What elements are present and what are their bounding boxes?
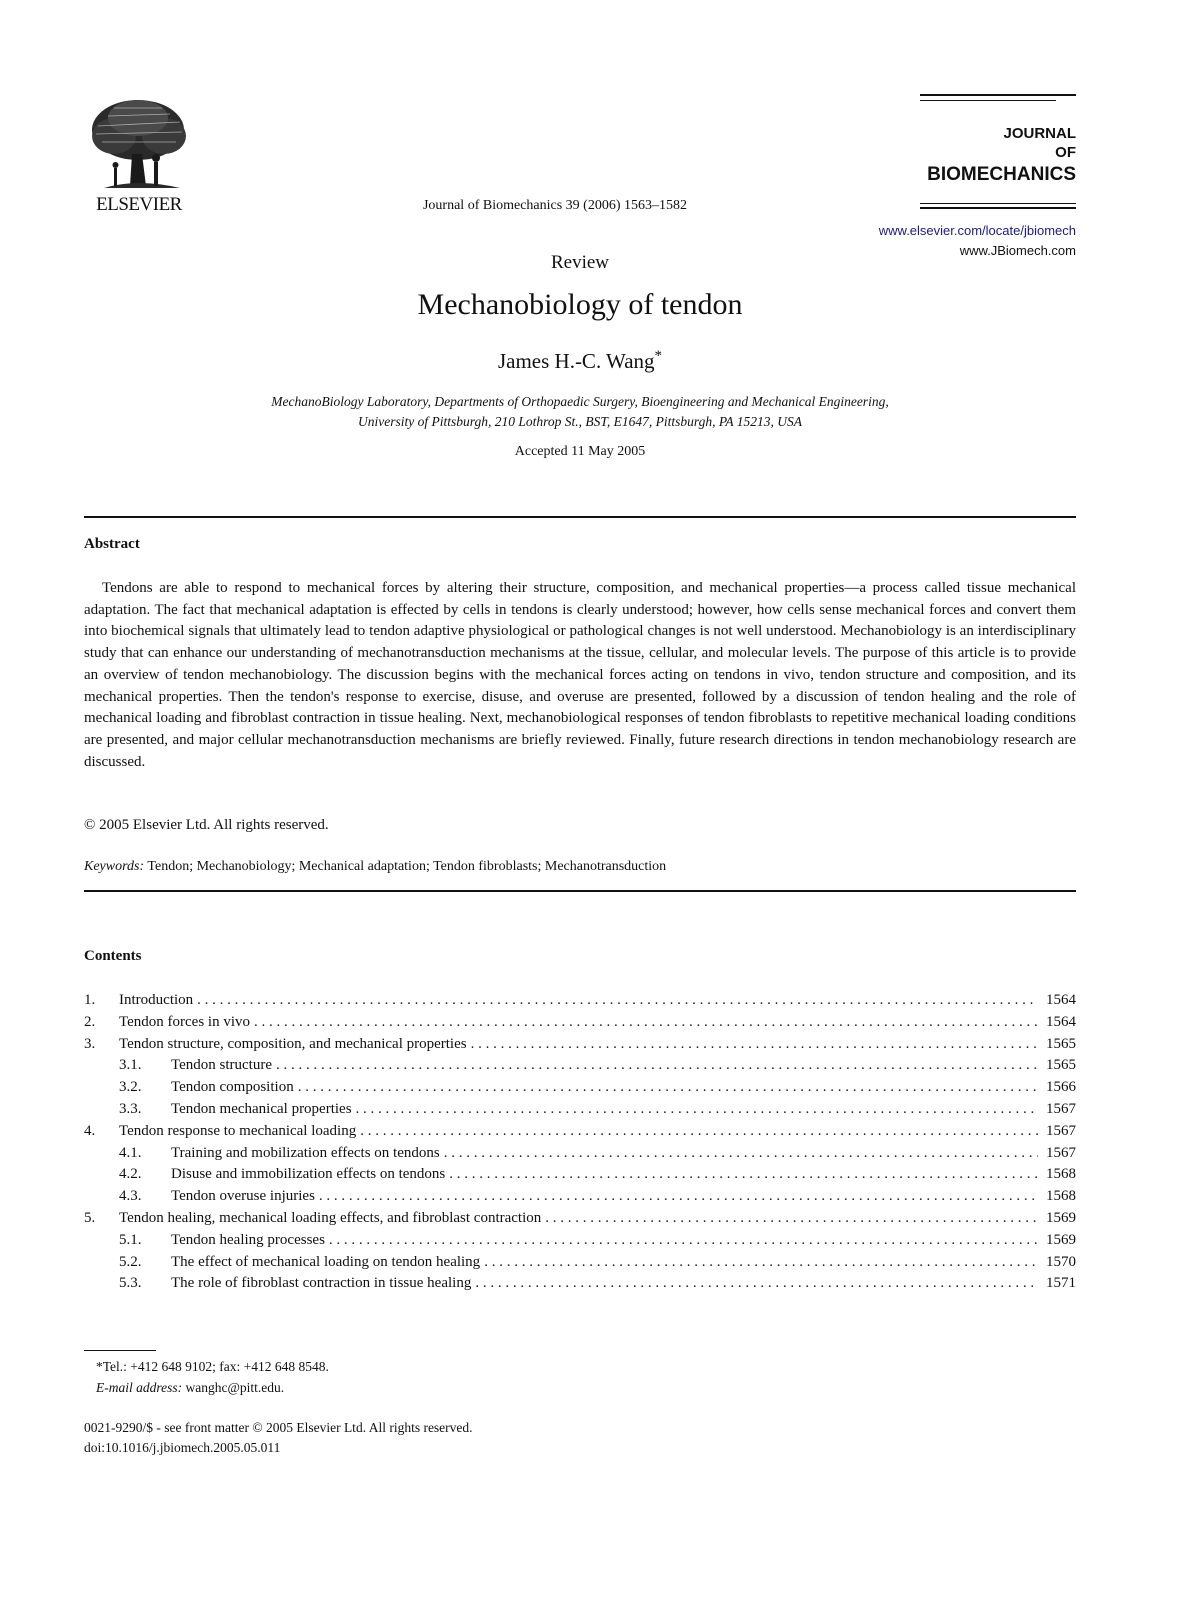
toc-entry[interactable] (84, 1208, 1076, 1230)
journal-brand-line: OF (1055, 144, 1076, 161)
journal-brand-line: JOURNAL (1003, 125, 1076, 142)
toc-entry[interactable] (84, 1252, 1076, 1274)
toc-entry-title: The role of fibroblast contraction in tissue healing (171, 1275, 472, 1292)
accepted-date: Accepted 11 May 2005 (514, 444, 646, 459)
toc-entry[interactable] (84, 990, 1076, 1012)
email-label: E-mail address: (96, 1380, 183, 1395)
front-matter-issn: 0021-9290/$ - see front matter © 2005 Elsevier Ltd. All rights reserved. (84, 1420, 473, 1435)
abstract-copyright: © 2005 Elsevier Ltd. All rights reserved. (84, 817, 329, 833)
footnote-contact: *Tel.: +412 648 9102; fax: +412 648 8548. (96, 1359, 329, 1374)
toc-entry-page: 1569 (1046, 1231, 1076, 1248)
keywords-label: Keywords: (84, 859, 145, 874)
toc-dot-leader (545, 1208, 1038, 1230)
toc-entry-number: 4.1. (119, 1144, 142, 1161)
table-of-contents (84, 990, 1076, 1295)
front-matter-doi[interactable]: doi:10.1016/j.jbiomech.2005.05.011 (84, 1440, 281, 1455)
toc-entry-title: Tendon mechanical properties (171, 1100, 352, 1117)
toc-entry-page: 1567 (1046, 1122, 1076, 1139)
keywords-list: Tendon; Mechanobiology; Mechanical adaptation; Tendon fibroblasts; Mechanotransduction (147, 859, 667, 874)
footnote-rule (84, 1350, 156, 1351)
journal-rule (920, 207, 1076, 209)
toc-entry-title: Tendon structure, composition, and mechanical properties (119, 1035, 467, 1052)
toc-entry-page: 1571 (1046, 1275, 1076, 1292)
toc-entry-number: 3.2. (119, 1079, 142, 1096)
toc-entry-page: 1570 (1046, 1253, 1076, 1270)
toc-entry-page: 1564 (1046, 1013, 1076, 1030)
toc-dot-leader (484, 1252, 1038, 1274)
author (0, 348, 1160, 374)
toc-entry-page: 1569 (1046, 1209, 1076, 1226)
toc-entry-number: 3.1. (119, 1057, 142, 1074)
toc-entry-title: Disuse and immobilization effects on tendons (171, 1166, 446, 1183)
affiliation-line: University of Pittsburgh, 210 Lothrop St., BST, E1647, Pittsburgh, PA 15213, USA (357, 414, 802, 429)
toc-dot-leader (329, 1230, 1038, 1252)
toc-dot-leader (197, 990, 1038, 1012)
journal-link-elsevier[interactable]: www.elsevier.com/locate/jbiomech (878, 223, 1076, 238)
toc-entry-page: 1564 (1046, 992, 1076, 1008)
toc-entry-title: Training and mobilization effects on tendons (171, 1144, 440, 1161)
toc-dot-leader (298, 1077, 1038, 1099)
abstract-heading: Abstract (84, 536, 140, 552)
toc-dot-leader (444, 1143, 1038, 1165)
toc-entry[interactable] (84, 1077, 1076, 1099)
toc-entry-number: 4.2. (119, 1166, 142, 1183)
keywords (84, 859, 666, 875)
journal-rule (920, 100, 1056, 101)
section-rule (84, 890, 1076, 892)
abstract-body: Tendons are able to respond to mechanical forces by altering their structure, composition, and mechanical properties—a process called tissue mechanical adaptation. The fact that mechanical adaptation is effected by cells in tendons is clearly understood; however, how cells sense mechanical forces and convert them into biochemical signals that ultimately lead to tendon adaptive physiological or pathological changes is not well understood. Mechanobiology is an interdisciplinary study that can enhance our understanding of mechanotransduction mechanisms at the tissue, cellular, and molecular levels. The purpose of this article is to provide an overview of tendon mechanobiology. The discussion begins with the mechanical forces acting on tendons in vivo, tendon structure and composition, and its mechanical properties. Then the tendon's response to exercise, disuse, and overuse are presented, followed by a discussion of tendon healing and the role of mechanical loading and fibroblast contraction in tissue healing. Next, mechanobiological responses of tendon fibroblasts to repetitive mechanical loading conditions are presented, and major cellular mechanotransduction mechanisms are briefly reviewed. Finally, future research directions in tendon mechanobiology research are discussed. (84, 580, 1076, 770)
toc-entry-page: 1565 (1046, 1035, 1076, 1052)
email-address[interactable]: wanghc@pitt.edu. (185, 1380, 285, 1395)
toc-entry[interactable] (84, 1230, 1076, 1252)
publisher-name: ELSEVIER (96, 194, 182, 215)
elsevier-tree-icon (84, 96, 192, 192)
journal-rule (920, 94, 1076, 96)
toc-entry[interactable] (84, 1121, 1076, 1143)
toc-entry-page: 1566 (1046, 1079, 1076, 1096)
toc-entry-page: 1568 (1046, 1166, 1076, 1183)
toc-entry-page: 1565 (1046, 1057, 1076, 1074)
toc-entry[interactable] (84, 1034, 1076, 1056)
toc-entry-title: Tendon composition (171, 1079, 294, 1096)
toc-entry[interactable] (84, 1143, 1076, 1165)
journal-brand (880, 124, 1076, 188)
affiliation-line: MechanoBiology Laboratory, Departments of Orthopaedic Surgery, Bioengineering and Mechanical Engineering, (271, 394, 889, 409)
toc-entry-page: 1568 (1046, 1188, 1076, 1205)
toc-entry-number: 3. (84, 1035, 96, 1052)
toc-entry[interactable] (84, 1273, 1076, 1295)
toc-entry-title: Tendon structure (171, 1057, 273, 1074)
toc-dot-leader (254, 1012, 1038, 1034)
toc-entry-number: 5.2. (119, 1253, 142, 1270)
toc-entry-number: 2. (84, 1013, 96, 1030)
affiliation (84, 392, 1076, 432)
toc-dot-leader (319, 1186, 1038, 1208)
toc-dot-leader (360, 1121, 1038, 1143)
toc-entry-number: 5. (84, 1209, 96, 1226)
toc-entry-title: The effect of mechanical loading on tendon healing (171, 1253, 481, 1270)
front-matter (84, 1418, 473, 1458)
article-type: Review (550, 252, 610, 273)
journal-citation: Journal of Biomechanics 39 (2006) 1563–1582 (422, 198, 687, 213)
journal-rule (920, 203, 1076, 204)
toc-entry[interactable] (84, 1055, 1076, 1077)
toc-entry[interactable] (84, 1164, 1076, 1186)
toc-entry-title: Tendon healing processes (171, 1231, 325, 1248)
toc-entry[interactable] (84, 1012, 1076, 1034)
toc-entry-title: Tendon response to mechanical loading (119, 1122, 357, 1139)
toc-entry-page: 1567 (1046, 1100, 1076, 1117)
toc-entry-title: Introduction (119, 992, 194, 1008)
toc-entry-page: 1567 (1046, 1144, 1076, 1161)
journal-link-jbiomech[interactable]: www.JBiomech.com (959, 243, 1076, 258)
toc-entry-title: Tendon forces in vivo (119, 1013, 251, 1030)
section-rule (84, 516, 1076, 518)
toc-entry-title: Tendon overuse injuries (171, 1188, 315, 1205)
footnote (96, 1356, 329, 1398)
toc-dot-leader (449, 1164, 1038, 1186)
journal-brand-name: BIOMECHANICS (927, 164, 1076, 185)
toc-entry-number: 5.3. (119, 1275, 142, 1292)
toc-entry[interactable] (84, 1099, 1076, 1121)
toc-entry-number: 4.3. (119, 1188, 142, 1205)
toc-entry-number: 5.1. (119, 1231, 142, 1248)
author-footnote-mark[interactable]: * (654, 348, 663, 364)
toc-dot-leader (276, 1055, 1038, 1077)
toc-entry-number: 3.3. (119, 1100, 142, 1117)
article-title: Mechanobiology of tendon (417, 288, 743, 321)
toc-dot-leader (475, 1273, 1038, 1295)
toc-entry-number: 4. (84, 1122, 96, 1139)
author-name: James H.-C. Wang (497, 349, 655, 373)
toc-entry-number: 1. (84, 992, 96, 1008)
contents-heading: Contents (84, 948, 142, 964)
toc-dot-leader (356, 1099, 1038, 1121)
toc-dot-leader (471, 1034, 1038, 1056)
toc-entry-title: Tendon healing, mechanical loading effects, and fibroblast contraction (119, 1209, 542, 1226)
toc-entry[interactable] (84, 1186, 1076, 1208)
